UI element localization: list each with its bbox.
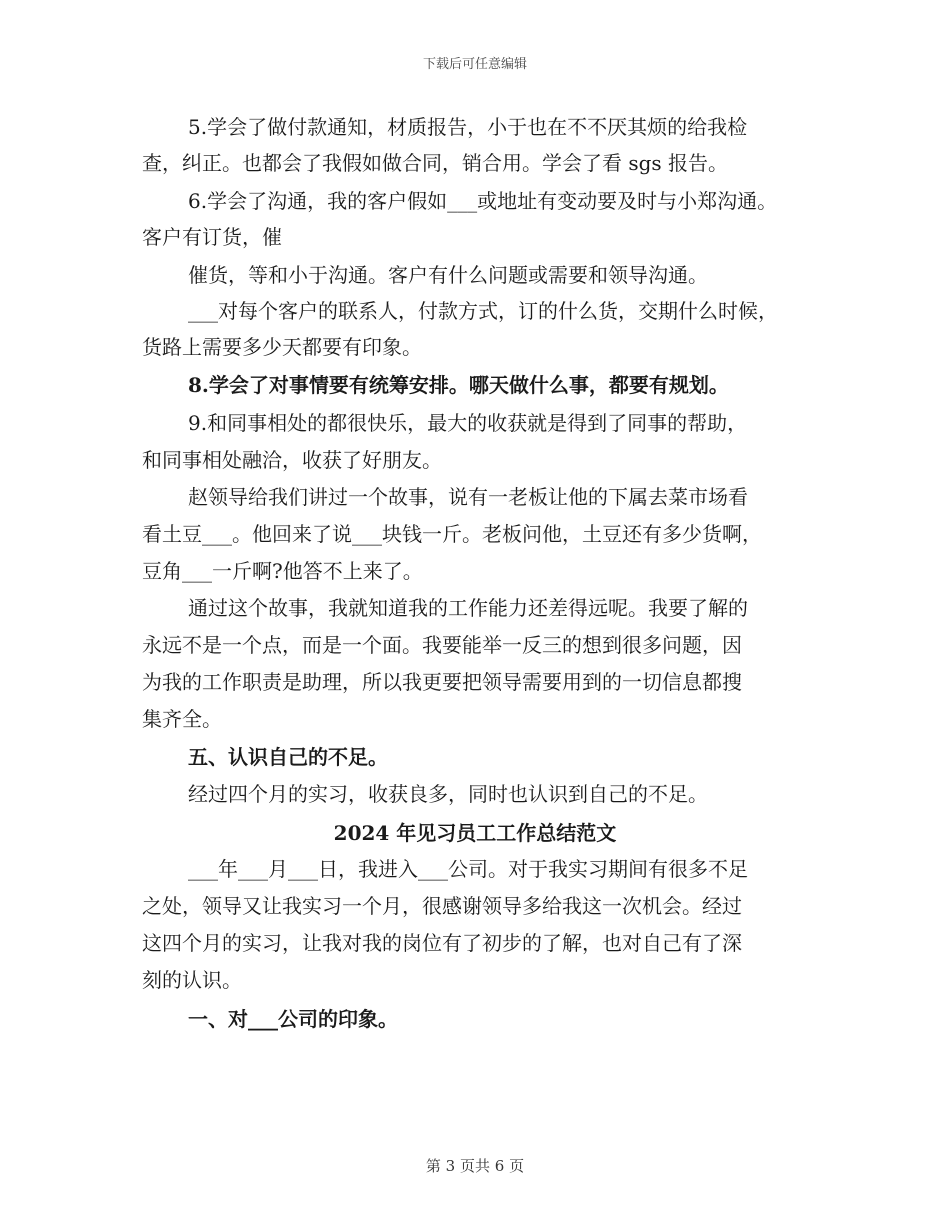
paragraph-line: 看土豆___。他回来了说___块钱一斤。老板问他，土豆还有多少货啊， <box>142 522 762 546</box>
paragraph-line: 永远不是一个点，而是一个面。我要能举一反三的想到很多问题，因 <box>142 633 742 657</box>
paragraph-line: 查，纠正。也都会了我假如做合同，销合用。学会了看 sgs 报告。 <box>142 151 729 175</box>
page-header: 下载后可任意编辑 <box>422 57 527 72</box>
paragraph-line: ___对每个客户的联系人，付款方式，订的什么货，交期什么时候， <box>188 299 778 323</box>
paragraph-line: 和同事相处融洽，收获了好朋友。 <box>142 448 442 472</box>
bold-heading-line: 8.学会了对事情要有统筹安排。哪天做什么事，都要有规划。 <box>188 373 729 397</box>
paragraph-line: 赵领导给我们讲过一个故事，说有一老板让他的下属去菜市场看 <box>188 485 748 509</box>
paragraph-line: 客户有订货，催 <box>142 225 282 249</box>
paragraph-line: 9.和同事相处的都很快乐，最大的收获就是得到了同事的帮助， <box>188 411 748 435</box>
page-number: 第 3 页共 6 页 <box>425 1157 525 1175</box>
paragraph-line: 集齐全。 <box>142 707 222 731</box>
paragraph-line: 经过四个月的实习，收获良多，同时也认识到自己的不足。 <box>188 782 708 806</box>
document-title: 2024 年见习员工工作总结范文 <box>333 821 617 845</box>
paragraph-line: 通过这个故事，我就知道我的工作能力还差得远呢。我要了解的 <box>188 596 748 620</box>
paragraph-line: 为我的工作职责是助理，所以我更要把领导需要用到的一切信息都搜 <box>142 670 742 694</box>
paragraph-line: 豆角___一斤啊?他答不上来了。 <box>142 559 423 583</box>
paragraph-line: ___年___月___日，我进入___公司。对于我实习期间有很多不足 <box>188 857 748 881</box>
paragraph-line: 货路上需要多少天都要有印象。 <box>142 335 422 359</box>
paragraph-line: 刻的认识。 <box>142 968 242 992</box>
paragraph-line: 6.学会了沟通，我的客户假如___或地址有变动要及时与小郑沟通。 <box>188 189 778 213</box>
paragraph-line: 催货，等和小于沟通。客户有什么问题或需要和领导沟通。 <box>188 263 708 287</box>
section-heading: 五、认识自己的不足。 <box>188 745 388 769</box>
paragraph-line: 之处，领导又让我实习一个月，很感谢领导多给我这一次机会。经过 <box>142 894 742 918</box>
paragraph-line: 5.学会了做付款通知，材质报告，小于也在不不厌其烦的给我检 <box>188 115 748 139</box>
section-heading: 一、对___公司的印象。 <box>188 1007 398 1031</box>
paragraph-line: 这四个月的实习，让我对我的岗位有了初步的了解，也对自己有了深 <box>142 931 742 955</box>
